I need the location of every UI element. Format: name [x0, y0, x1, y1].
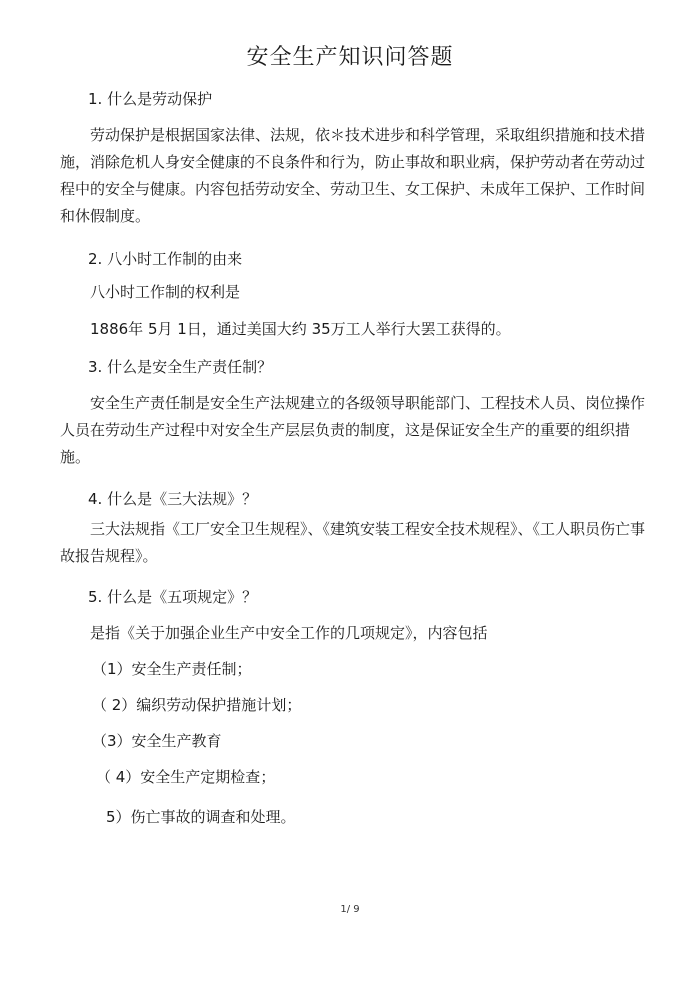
- question-2: 2. 八小时工作制的由来: [88, 250, 243, 268]
- list-item: （3）安全生产教育: [92, 732, 222, 750]
- list-item: （1）安全生产责任制；: [92, 660, 252, 678]
- list-item: （ 4）安全生产定期检查；: [96, 768, 276, 786]
- answer-2-line-1: 八小时工作制的权利是: [90, 283, 241, 301]
- page-number: 1/ 9: [340, 904, 360, 915]
- answer-5-intro: 是指《关于加强企业生产中安全工作的几项规定》，内容包括: [90, 624, 488, 642]
- question-3: 3. 什么是安全生产责任制？: [88, 358, 273, 376]
- list-item: 5）伤亡事故的调查和处理。: [106, 808, 296, 826]
- answer-1: 劳动保护是根据国家法律、法规，依＊技术进步和科学管理，采取组织措施和技术措施，消除危机人身安全健康的不良条件和行为，防止事故和职业病，保护劳动者在劳动过程中的安全与健康。内容包括劳动安全、劳动卫生、女工保护、未成年工保护、工作时间和休假制度。: [60, 126, 646, 225]
- answer-2-line-2: 1886年 5月 1日，通过美国大约 35万工人举行大罢工获得的。: [90, 320, 511, 338]
- question-5: 5. 什么是《五项规定》？: [88, 588, 258, 606]
- question-1: 1. 什么是劳动保护: [88, 90, 213, 108]
- answer-3: 安全生产责任制是安全生产法规建立的各级领导职能部门、工程技术人员、岗位操作人员在劳动生产过程中对安全生产层层负责的制度，这是保证安全生产的重要的组织措施。: [60, 394, 646, 466]
- page-title: 安全生产知识问答题: [246, 45, 454, 70]
- question-4: 4. 什么是《三大法规》？: [88, 490, 258, 508]
- answer-4: 三大法规指《工厂安全卫生规程》、《建筑安装工程安全技术规程》、《工人职员伤亡事故报告规程》。: [60, 520, 646, 565]
- list-item: （ 2）编织劳动保护措施计划；: [92, 696, 302, 714]
